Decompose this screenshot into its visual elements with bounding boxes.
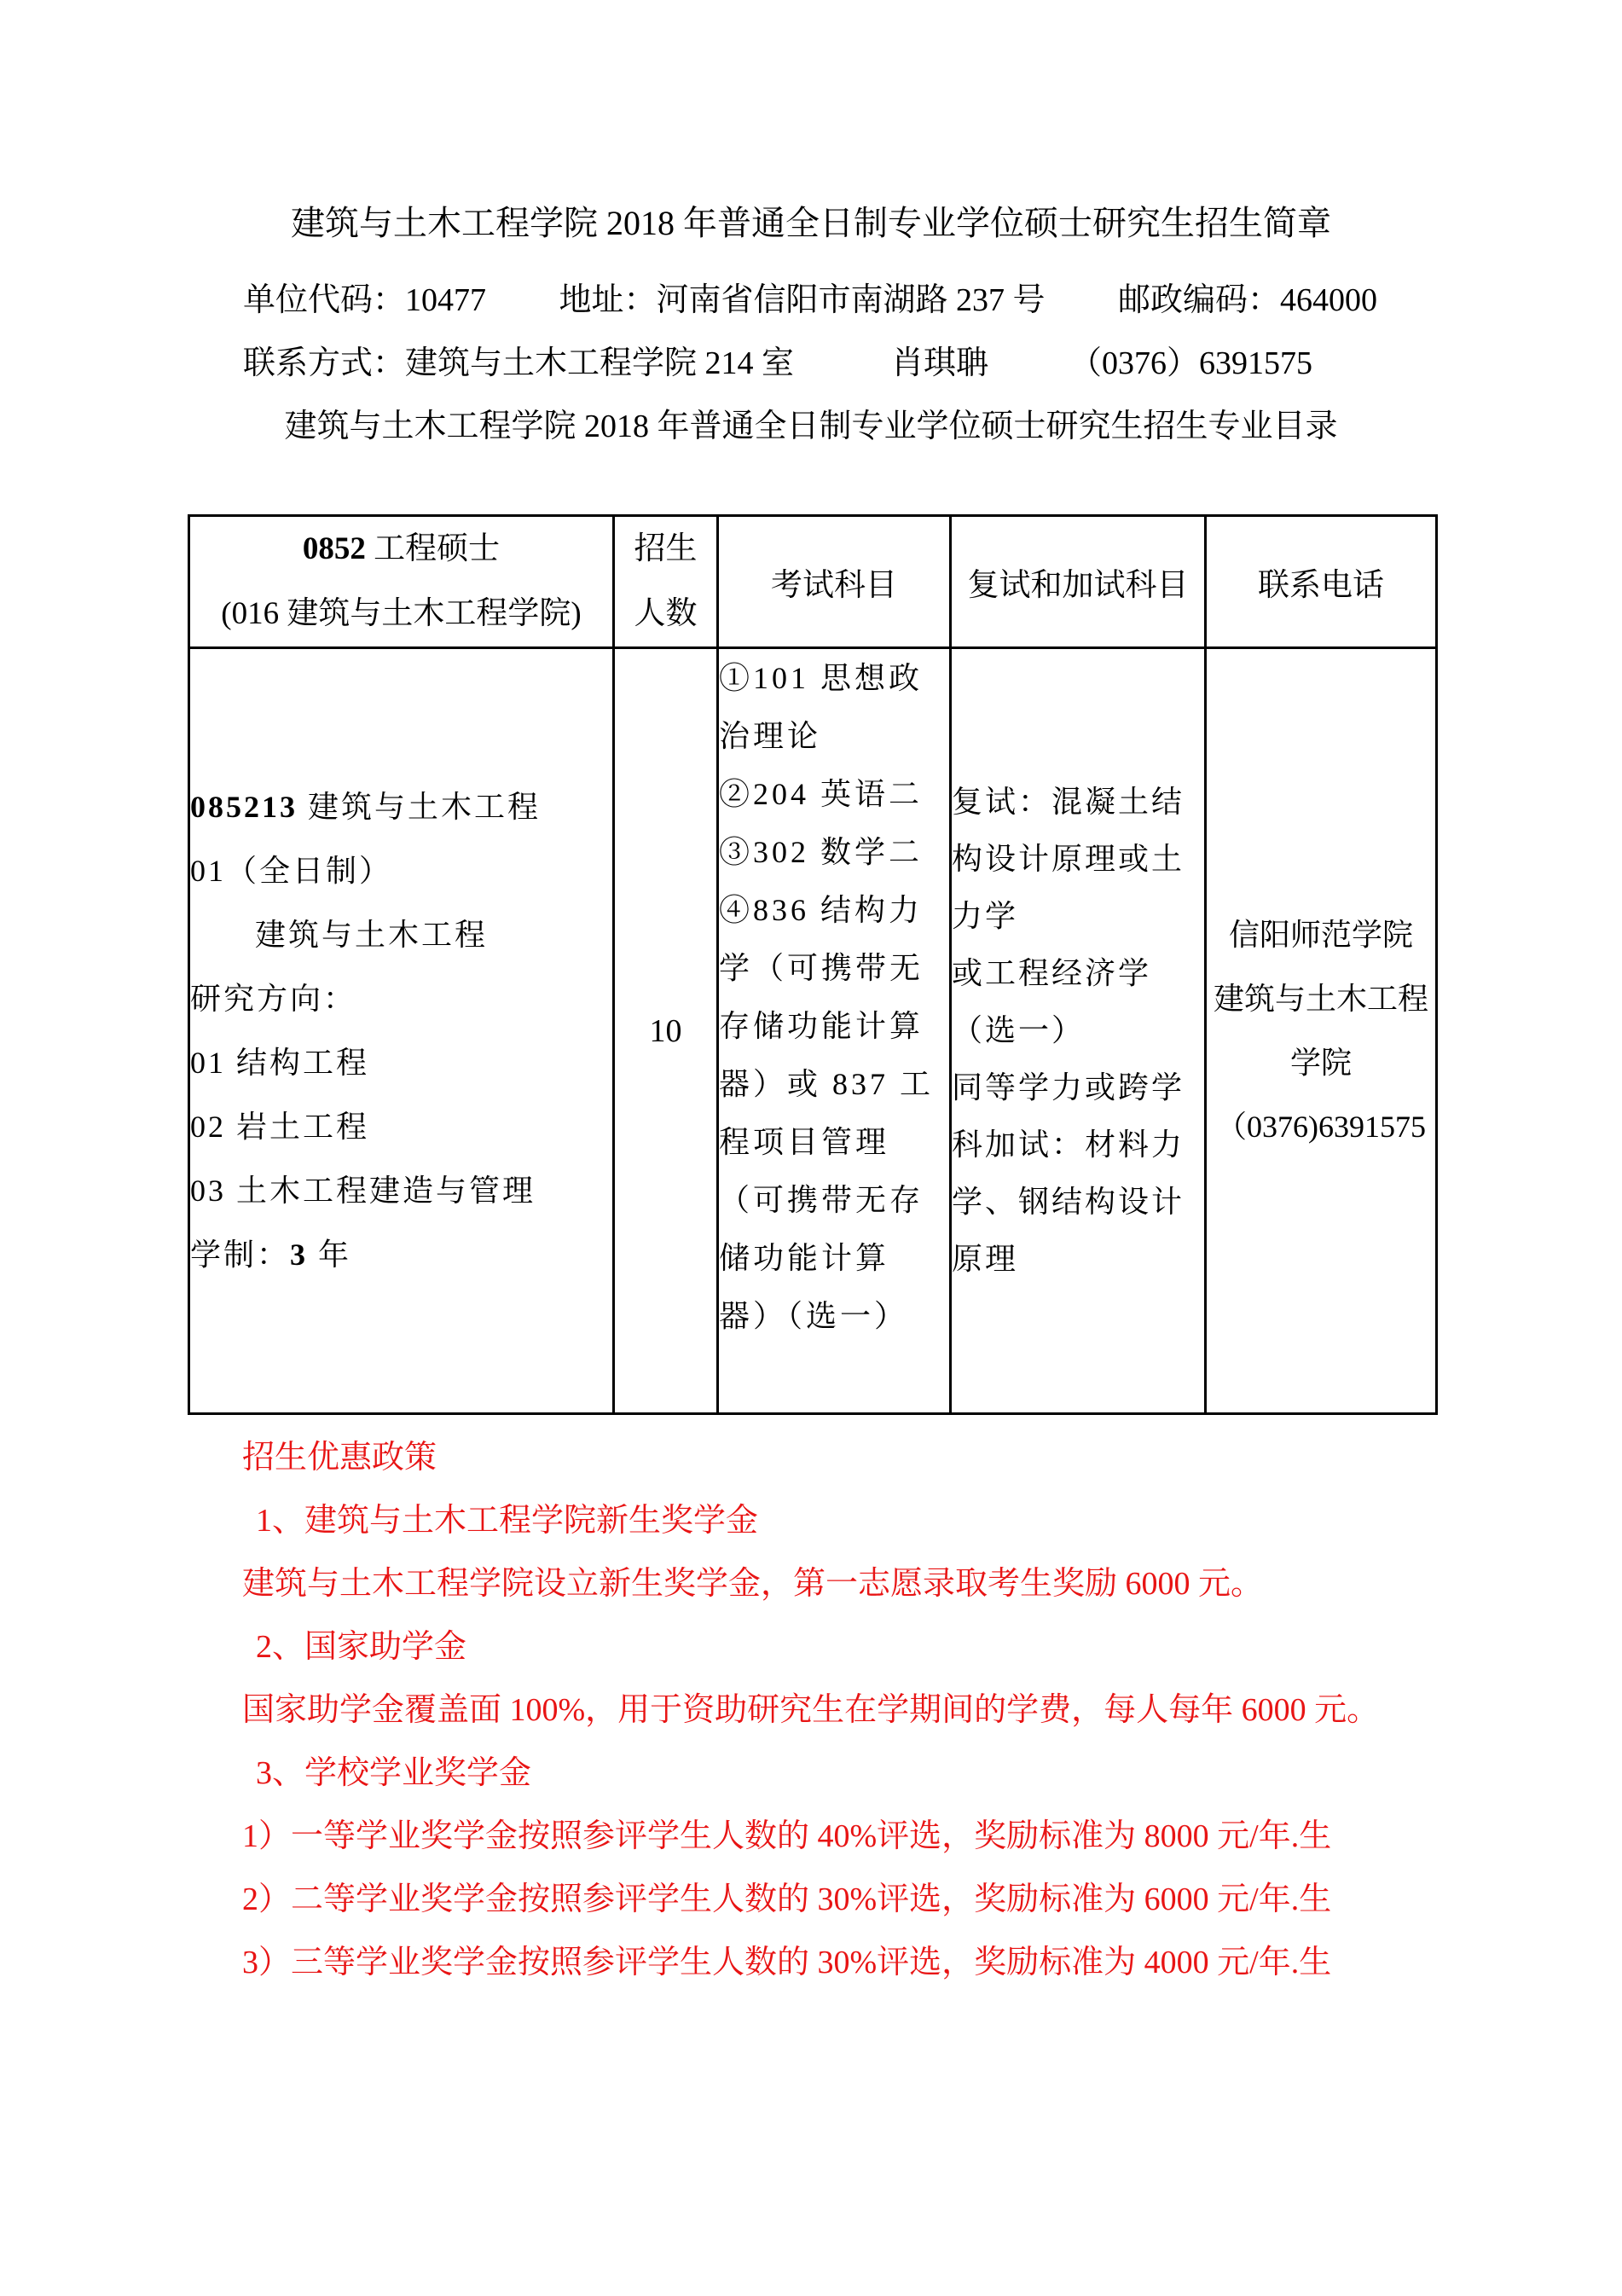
contact-phone-number: （0376)6391575 xyxy=(1216,1109,1426,1144)
contact-school: 信阳师范学院 xyxy=(1228,917,1413,952)
direction-01: 01 结构工程 xyxy=(190,1045,370,1080)
policy-item-3-tier3: 3）三等学业奖学金按照参评学生人数的 30%评选，奖励标准为 4000 元/年.生 xyxy=(242,1945,1332,1980)
header-retest-subjects: 复试和加试科目 xyxy=(951,516,1206,648)
policy-item-3-tier2: 2）二等学业奖学金按照参评学生人数的 30%评选，奖励标准为 6000 元/年.生 xyxy=(242,1881,1332,1917)
scholarship-policies-section xyxy=(188,1426,1518,1994)
header-contact-phone: 联系电话 xyxy=(1206,516,1437,648)
direction-03: 03 土木工程建造与管理 xyxy=(190,1173,536,1208)
policy-item-3: 3、学校学业奖学金 xyxy=(256,1755,532,1791)
policy-item-2: 2、国家助学金 xyxy=(256,1629,467,1665)
enrollment-cell: 10 xyxy=(614,648,718,1414)
discipline-name: 工程硕士 xyxy=(365,531,501,566)
contact-info-line: 联系方式：建筑与土木工程学院 214 室 肖琪聃 （0376）6391575 xyxy=(243,345,1313,381)
policy-item-3-tier1: 1）一等学业奖学金按照参评学生人数的 40%评选，奖励标准为 8000 元/年.生 xyxy=(242,1818,1332,1854)
contact-college-2: 学院 xyxy=(1289,1045,1352,1080)
discipline-code: 0852 xyxy=(302,531,366,566)
table-row xyxy=(189,648,1437,1414)
document-title: 建筑与土木工程学院 2018 年普通全日制专业学位硕士研究生招生简章 xyxy=(291,204,1331,242)
policy-item-1-detail: 建筑与土木工程学院设立新生奖学金，第一志愿录取考生奖励 6000 元。 xyxy=(242,1566,1264,1602)
header-enrollment: 招生 人数 xyxy=(614,516,718,648)
retest-subjects-cell: 复试：混凝土结 构设计原理或土 力学 或工程经济学 （选一） 同等学力或跨学 科加试：材料力 学、钢结构设计 原理 xyxy=(951,648,1206,1414)
policy-item-2-detail: 国家助学金覆盖面 100%，用于资助研究生在学期间的学费，每人每年 6000 元。 xyxy=(242,1692,1380,1728)
program-mode-line: 01（全日制） xyxy=(190,853,393,888)
admissions-table xyxy=(188,514,1438,1415)
duration-years: 3 xyxy=(290,1237,309,1272)
policies-heading: 招生优惠政策 xyxy=(242,1440,437,1476)
contact-phone-cell xyxy=(1206,648,1437,1414)
program-name: 建筑与土木工程 xyxy=(298,789,542,824)
header-exam-subjects: 考试科目 xyxy=(718,516,951,648)
direction-02: 02 岩土工程 xyxy=(190,1109,370,1144)
header-program-line2: (016 建筑与土木工程学院) xyxy=(221,596,582,631)
research-directions-label: 研究方向： xyxy=(190,981,357,1016)
header-program-line1 xyxy=(190,517,612,582)
unit-code-address-line: 单位代码：10477 地址：河南省信阳市南湖路 237 号 邮政编码：464000 xyxy=(243,282,1378,318)
table-header-row xyxy=(189,516,1437,648)
catalog-subtitle: 建筑与土木工程学院 2018 年普通全日制专业学位硕士研究生招生专业目录 xyxy=(284,409,1338,444)
duration-line: 学制：3 年 xyxy=(190,1237,352,1272)
program-code-line xyxy=(190,775,612,839)
program-field-line: 建筑与土木工程 xyxy=(255,917,489,952)
program-code: 085213 xyxy=(190,789,298,824)
program-cell xyxy=(189,648,614,1414)
contact-college-1: 建筑与土木工程 xyxy=(1213,981,1428,1016)
policy-item-1: 1、建筑与土木工程学院新生奖学金 xyxy=(256,1503,759,1539)
header-program xyxy=(189,516,614,648)
exam-subjects-cell: ①101 思想政 治理论 ②204 英语二 ③302 数学二 ④836 结构力 学（可携带无 存储功能计算 器）或 837 工 程项目管理 （可携带无存 储功能计算 器）（选一） xyxy=(718,648,951,1414)
